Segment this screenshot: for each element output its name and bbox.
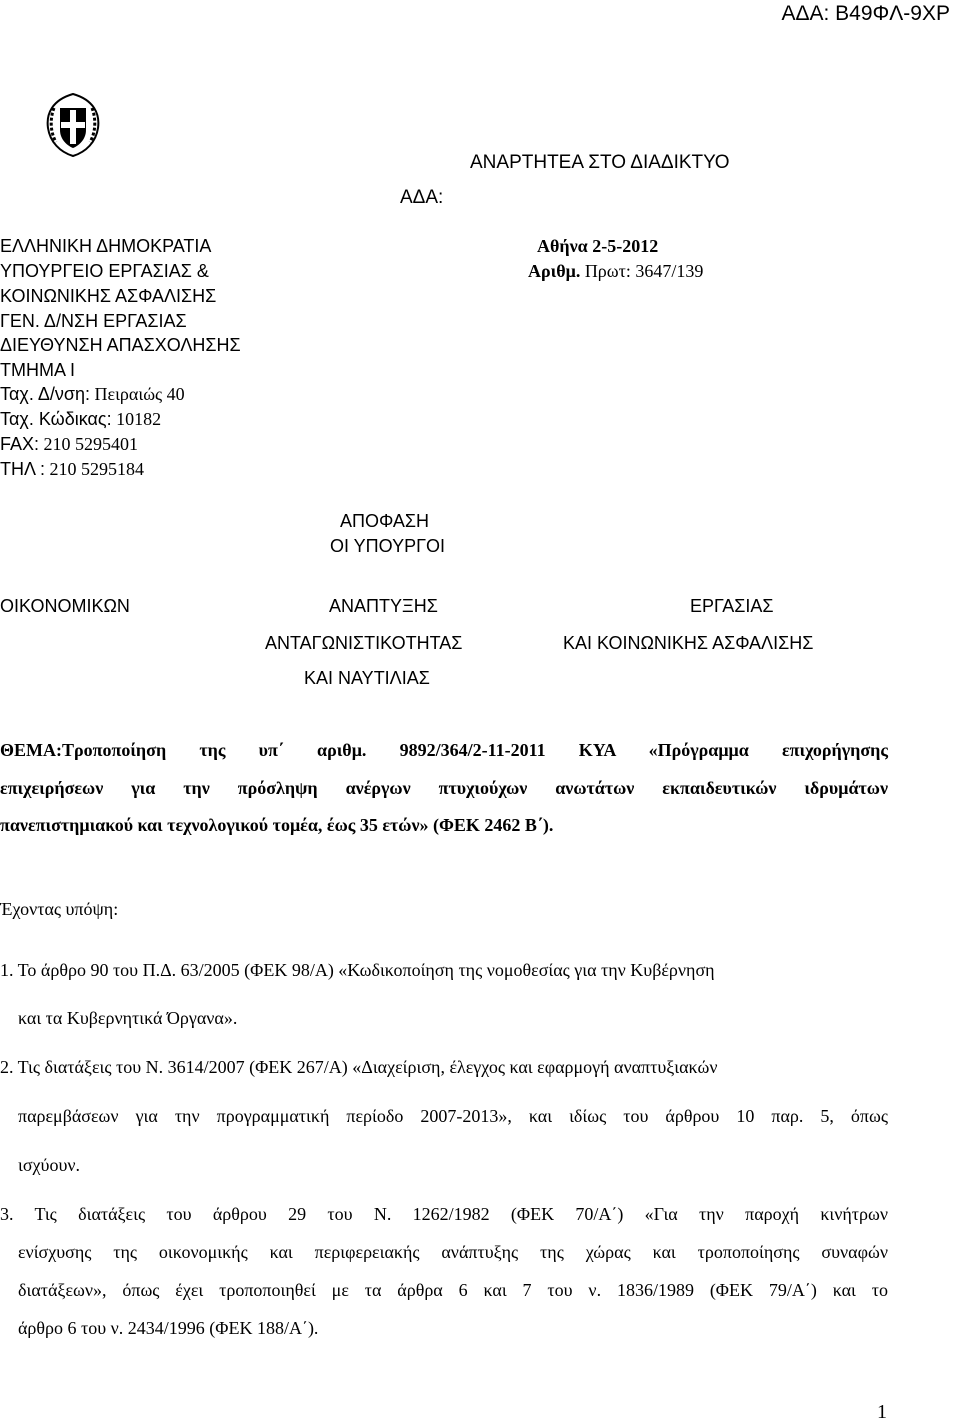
fax-line: [0, 434, 138, 455]
item-2-line-1: 2. Τις διατάξεις του Ν. 3614/2007 (ΦΕΚ 267/Α) «Διαχείριση, έλεγχος και εφαρμογή αναπτυξιακών: [0, 1057, 718, 1077]
decision-ministers: ΟΙ ΥΠΟΥΡΓΟΙ: [330, 536, 446, 556]
ministry-finance: ΟΙΚΟΝΟΜΙΚΩΝ: [0, 596, 130, 616]
ministry-development-line-3: ΚΑΙ ΝΑΥΤΙΛΙΑΣ: [304, 668, 430, 688]
tel-line: [0, 459, 144, 480]
coat-of-arms-emblem: [40, 92, 106, 158]
ministry-labour-line-2: ΚΑΙ ΚΟΙΝΩΝΙΚΗΣ ΑΣΦΑΛΙΣΗΣ: [563, 633, 814, 653]
page-number: 1: [877, 1401, 887, 1423]
ada-label: ΑΔΑ:: [400, 187, 444, 208]
address-value: Πειραιώς 40: [94, 384, 185, 404]
item-3-line-2: ενίσχυσης της οικονομικής και περιφερειακής ανάπτυξης της χώρας και τροποποίησης συναφών: [18, 1242, 888, 1262]
post-notice: ΑΝΑΡΤΗΤΕΑ ΣΤΟ ΔΙΑΔΙΚΤΥΟ: [470, 152, 730, 173]
place-date: Αθήνα 2-5-2012: [537, 236, 659, 256]
subject-line-2: επιχειρήσεων για την πρόσληψη ανέργων πτυχιούχων ανωτάτων εκπαιδευτικών ιδρυμάτων: [0, 778, 888, 798]
protocol-value: Πρωτ: 3647/139: [584, 261, 704, 281]
item-3-line-1: 3. Τις διατάξεις του άρθρου 29 του Ν. 1262/1982 (ΦΕΚ 70/Α΄) «Για την παροχή κινήτρων: [0, 1204, 888, 1224]
address-label: Ταχ. Δ/νση:: [0, 384, 91, 404]
sender-line-2: ΥΠΟΥΡΓΕΙΟ ΕΡΓΑΣΙΑΣ &: [0, 261, 209, 281]
fax-label: FAX:: [0, 434, 40, 454]
item-1-line-1: 1. Το άρθρο 90 του Π.Δ. 63/2005 (ΦΕΚ 98/Α) «Κωδικοποίηση της νομοθεσίας για την Κυβέρνηση: [0, 960, 715, 980]
sender-line-3: ΚΟΙΝΩΝΙΚΗΣ ΑΣΦΑΛΙΣΗΣ: [0, 286, 217, 306]
ministry-development-line-2: ΑΝΤΑΓΩΝΙΣΤΙΚΟΤΗΤΑΣ: [265, 633, 463, 653]
subject-line-3: πανεπιστημιακού και τεχνολογικού τομέα, έως 35 ετών» (ΦΕΚ 2462 Β΄).: [0, 815, 554, 835]
sender-line-6: ΤΜΗΜΑ Ι: [0, 360, 75, 380]
postcode-line: [0, 409, 161, 430]
postcode-value: 10182: [116, 409, 162, 429]
ministry-labour-line-1: ΕΡΓΑΣΙΑΣ: [690, 596, 774, 616]
fax-value: 210 5295401: [43, 434, 139, 454]
sender-line-1: ΕΛΛΗΝΙΚΗ ΔΗΜΟΚΡΑΤΙΑ: [0, 236, 212, 256]
postcode-label: Ταχ. Κώδικας:: [0, 409, 112, 429]
decision-title: ΑΠΟΦΑΣΗ: [340, 511, 429, 531]
tel-label: ΤΗΛ :: [0, 459, 46, 479]
protocol-number: [528, 261, 703, 282]
sender-line-4: ΓΕΝ. Δ/ΝΣΗ ΕΡΓΑΣΙΑΣ: [0, 311, 187, 331]
coat-of-arms-icon: [40, 92, 106, 158]
tel-value: 210 5295184: [49, 459, 145, 479]
ada-header-id: ΑΔΑ: Β49ΦΛ-9ΧΡ: [781, 2, 950, 25]
protocol-label: Αριθμ.: [528, 261, 581, 281]
item-3-line-3: διατάξεων», όπως έχει τροποποιηθεί με τα άρθρα 6 και 7 του ν. 1836/1989 (ΦΕΚ 79/Α΄) και το: [18, 1280, 888, 1300]
item-3-line-4: άρθρο 6 του ν. 2434/1996 (ΦΕΚ 188/Α΄).: [18, 1318, 319, 1338]
item-2-line-2: παρεμβάσεων για την προγραμματική περίοδο 2007-2013», και ιδίως του άρθρου 10 παρ. 5, όπως: [18, 1106, 888, 1126]
subject-line-1: ΘΕΜΑ:Τροποποίηση της υπ΄ αριθμ. 9892/364/2-11-2011 ΚΥΑ «Πρόγραμμα επιχορήγησης: [0, 740, 888, 760]
considering-heading: Έχοντας υπόψη:: [0, 899, 119, 919]
item-1-line-2: και τα Κυβερνητικά Όργανα».: [18, 1008, 238, 1028]
ministry-development-line-1: ΑΝΑΠΤΥΞΗΣ: [329, 596, 438, 616]
address-line: [0, 384, 185, 405]
sender-line-5: ΔΙΕΥΘΥΝΣΗ ΑΠΑΣΧΟΛΗΣΗΣ: [0, 335, 241, 355]
item-2-line-3: ισχύουν.: [18, 1155, 80, 1175]
